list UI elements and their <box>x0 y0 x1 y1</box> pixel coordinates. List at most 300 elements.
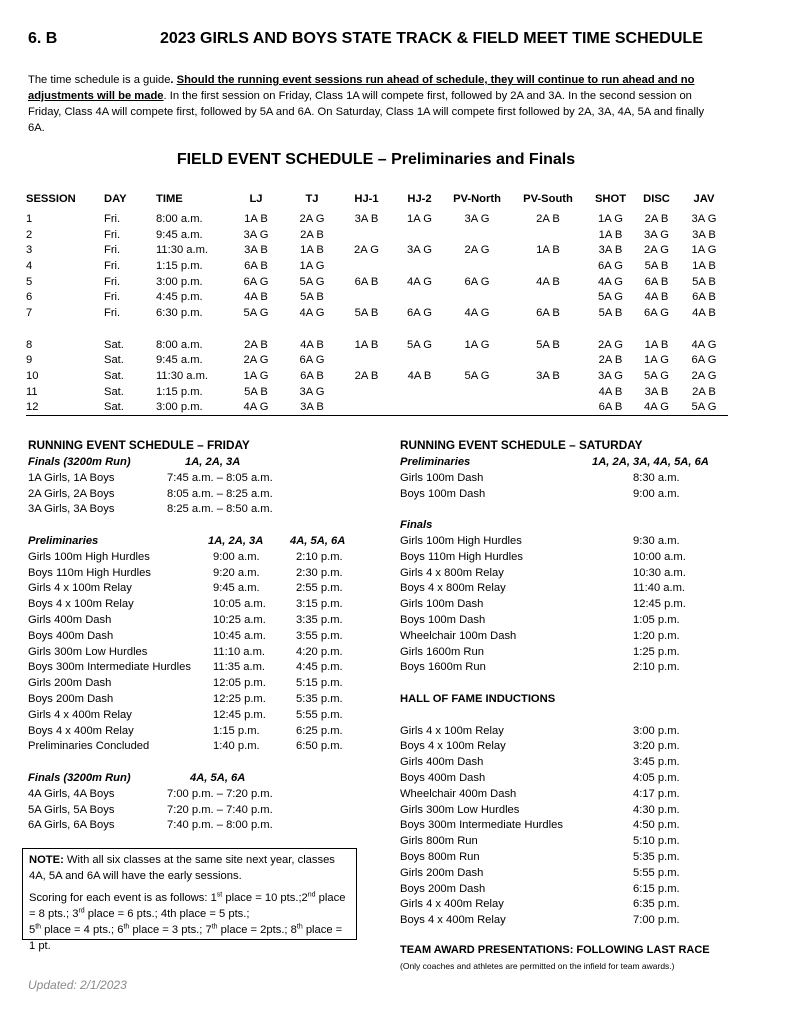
place-points: place = 6 pts.; 4th place = 5 pts.; <box>84 908 250 920</box>
friday-finals1-header <box>28 456 378 472</box>
event-time: 1:25 p.m. <box>633 645 680 658</box>
table-cell: 5A G <box>243 306 269 319</box>
event-name: 4A Girls, 4A Boys <box>28 787 115 800</box>
table-cell: 3A G <box>407 244 432 257</box>
event-name: Boys 800m Run <box>400 850 480 863</box>
list-item <box>400 725 760 741</box>
list-item <box>28 503 378 519</box>
table-cell: 6A G <box>299 354 325 367</box>
table-cell: 3A B <box>244 244 268 257</box>
table-cell: 4A G <box>633 400 680 416</box>
list-item <box>400 914 760 930</box>
table-cell: 4A G <box>228 400 284 416</box>
event-time: 7:00 p.m. – 7:20 p.m. <box>167 787 273 800</box>
event-name: Girls 4 x 800m Relay <box>400 566 504 579</box>
table-cell: 3 <box>26 244 33 257</box>
event-time: 7:20 p.m. – 7:40 p.m. <box>167 803 273 816</box>
table-cell: 6A B <box>536 306 560 319</box>
table-cell <box>340 353 393 369</box>
table-cell <box>340 384 393 400</box>
event-time: 7:40 p.m. – 8:00 p.m. <box>167 819 273 832</box>
table-cell <box>446 353 508 369</box>
table-cell: 6A B <box>692 291 716 304</box>
table-cell: 1A G <box>691 244 717 257</box>
column-header: JAV <box>693 193 715 205</box>
list-item <box>400 598 760 614</box>
place-points: place = 3 pts.; 7 <box>129 924 212 936</box>
field-event-title: FIELD EVENT SCHEDULE – Preliminaries and Finals <box>176 151 576 168</box>
event-time: 3:35 p.m. <box>296 613 343 626</box>
table-row <box>26 227 728 243</box>
event-time: 1:15 p.m. <box>213 724 260 737</box>
table-cell: 4A G <box>464 306 490 319</box>
event-time: 4:30 p.m. <box>633 803 680 816</box>
intro-emphasis: Should the running event sessions run ahead of schedule, they will continue to run ahead and no adjustments will be made <box>28 74 695 102</box>
table-cell: 3A G <box>464 212 490 225</box>
prelims-col1: 1A, 2A, 3A <box>208 534 264 547</box>
list-item <box>400 867 760 883</box>
table-cell: 3A B <box>284 400 340 416</box>
table-cell: 3A G <box>243 228 269 241</box>
event-time: 10:30 a.m. <box>633 566 686 579</box>
ordinal-suffix: rd <box>78 907 85 915</box>
table-cell: 6A B <box>644 275 669 288</box>
event-name: Boys 300m Intermediate Hurdles <box>28 661 191 674</box>
table-cell: 11:30 a.m. <box>156 244 209 257</box>
list-item <box>400 851 760 867</box>
event-time: 2:10 p.m. <box>296 550 343 563</box>
table-row <box>26 337 728 353</box>
list-item <box>28 598 378 614</box>
event-name: Girls 400m Dash <box>28 613 112 626</box>
event-time: 5:35 p.m. <box>296 692 343 705</box>
table-cell: 2A B <box>244 338 268 351</box>
table-cell <box>508 384 588 400</box>
table-cell <box>446 227 508 243</box>
list-item <box>400 488 760 504</box>
event-name: Girls 1600m Run <box>400 645 484 658</box>
table-cell: 1:15 p.m. <box>156 385 203 398</box>
list-item <box>400 898 760 914</box>
table-cell <box>508 353 588 369</box>
event-time: 11:40 a.m. <box>633 582 686 595</box>
intro-text-4: . In the first session on Friday, Class 1A will compete first, followed by 2A and 3A. In the second session on Friday, Class 4A will compete first, followed by 5A and 6A. On Saturday, Class 1A will compete first followed by 2A, 3A, 4A, 5A and finally 6A. <box>28 90 705 134</box>
table-cell: 4A B <box>598 385 623 398</box>
column-header: SHOT <box>594 193 627 205</box>
list-item <box>28 488 378 504</box>
event-name: Boys 200m Dash <box>400 882 486 895</box>
table-cell: 5A G <box>299 275 325 288</box>
column-header: PV-South <box>523 193 573 205</box>
list-item <box>28 804 378 820</box>
table-cell: 6A G <box>464 275 490 288</box>
event-name: Girls 100m Dash <box>400 471 484 484</box>
event-name: Girls 400m Dash <box>400 756 484 769</box>
event-name: Girls 4 x 100m Relay <box>400 724 504 737</box>
table-cell: 4A B <box>644 291 669 304</box>
table-cell <box>508 227 588 243</box>
table-row <box>26 258 728 274</box>
list-item <box>28 614 378 630</box>
column-header: DISC <box>643 193 670 205</box>
table-cell: 2A G <box>354 244 379 257</box>
table-cell <box>340 258 393 274</box>
place-points: place = 10 pts.; <box>222 892 302 904</box>
event-time: 11:10 a.m. <box>213 645 266 658</box>
table-cell: 1A G <box>598 212 623 225</box>
table-cell: 5A G <box>464 370 490 383</box>
table-cell: Fri. <box>104 291 121 304</box>
table-cell: 4:45 p.m. <box>156 291 203 304</box>
table-cell: 1A B <box>644 338 669 351</box>
event-name: Girls 300m Low Hurdles <box>28 645 148 658</box>
table-cell <box>393 258 446 274</box>
table-cell: 5A B <box>692 275 716 288</box>
table-cell: Fri. <box>104 244 121 257</box>
table-cell: 5A G <box>598 291 623 304</box>
table-cell: 6A B <box>588 400 633 416</box>
finals-classes: 4A, 5A, 6A <box>190 771 246 784</box>
table-cell: 1A G <box>299 259 325 272</box>
scoring-text <box>29 890 350 954</box>
table-cell <box>446 258 508 274</box>
place-number: 5 <box>29 924 36 936</box>
table-cell: Fri. <box>104 306 121 319</box>
saturday-schedule <box>400 438 760 930</box>
team-award-note: (Only coaches and athletes are permitted on the infield for team awards.) <box>400 961 675 971</box>
list-item <box>400 582 760 598</box>
list-item <box>400 835 760 851</box>
event-name: Girls 200m Dash <box>400 866 484 879</box>
table-row <box>26 384 728 400</box>
event-time: 5:55 p.m. <box>633 866 680 879</box>
table-row <box>26 242 728 258</box>
event-time: 6:25 p.m. <box>296 724 343 737</box>
event-name: Girls 4 x 400m Relay <box>28 708 132 721</box>
note-text <box>29 852 350 884</box>
field-event-table <box>26 193 728 416</box>
note-box <box>22 848 357 952</box>
event-name: Girls 100m Dash <box>400 598 484 611</box>
event-time: 5:15 p.m. <box>296 677 343 690</box>
event-time: 9:20 a.m. <box>213 566 260 579</box>
table-cell: 4A B <box>692 306 716 319</box>
table-cell: 4A B <box>407 370 432 383</box>
prelims-label: Preliminaries <box>400 456 471 468</box>
table-cell <box>393 353 446 369</box>
saturday-finals-header <box>400 519 760 535</box>
table-cell: 6A G <box>644 306 669 319</box>
table-cell <box>393 227 446 243</box>
table-cell: 1:15 p.m. <box>156 259 203 272</box>
event-time: 5:10 p.m. <box>633 835 680 848</box>
table-cell: Fri. <box>104 259 121 272</box>
table-cell: 2A G <box>464 244 490 257</box>
event-time: 8:05 a.m. – 8:25 a.m. <box>167 487 273 500</box>
table-cell: Sat. <box>104 370 124 383</box>
event-name: Preliminaries Concluded <box>28 740 150 753</box>
table-cell: 5A G <box>407 338 432 351</box>
table-cell: 4A G <box>598 275 623 288</box>
table-cell: 3A G <box>644 228 669 241</box>
friday-title: RUNNING EVENT SCHEDULE – FRIDAY <box>28 438 250 452</box>
table-cell: 3A B <box>692 228 716 241</box>
table-cell <box>446 289 508 305</box>
table-cell: 8 <box>26 338 33 351</box>
note-label: NOTE: <box>29 854 64 866</box>
table-cell: 1A B <box>300 244 324 257</box>
list-item <box>28 677 378 693</box>
event-name: Boys 4 x 400m Relay <box>28 724 134 737</box>
event-name: 6A Girls, 6A Boys <box>28 819 115 832</box>
list-item <box>400 788 760 804</box>
list-item <box>28 551 378 567</box>
table-cell <box>340 289 393 305</box>
table-cell: 2A B <box>536 212 560 225</box>
event-time: 10:45 a.m. <box>213 629 266 642</box>
table-cell: Sat. <box>104 338 124 351</box>
event-time: 2:10 p.m. <box>633 661 680 674</box>
table-cell: 5A G <box>644 370 669 383</box>
list-item <box>400 535 760 551</box>
finals-label: Finals (3200m Run) <box>28 456 131 468</box>
list-item <box>400 567 760 583</box>
table-cell <box>508 289 588 305</box>
table-cell <box>446 384 508 400</box>
list-item <box>28 725 378 741</box>
table-cell: 2 <box>26 228 33 241</box>
scoring-intro: Scoring for each event is as follows: 1 <box>29 892 217 904</box>
event-time: 4:05 p.m. <box>633 771 680 784</box>
event-name: Boys 400m Dash <box>400 771 486 784</box>
event-name: Girls 4 x 100m Relay <box>28 582 132 595</box>
table-cell <box>508 400 588 416</box>
table-cell: 1A G <box>644 354 669 367</box>
table-cell: 6A G <box>691 354 717 367</box>
page-header <box>28 30 768 52</box>
table-cell: 1A B <box>354 338 379 351</box>
table-cell: 2A G <box>644 244 669 257</box>
intro-paragraph <box>28 72 718 136</box>
list-item <box>28 740 378 756</box>
table-cell: 3A B <box>598 244 623 257</box>
event-time: 2:55 p.m. <box>296 582 343 595</box>
table-row <box>26 289 728 305</box>
table-cell: 7 <box>26 306 33 319</box>
table-cell: 5A B <box>244 385 268 398</box>
intro-text-2: . <box>170 74 177 86</box>
event-name: Boys 400m Dash <box>28 629 114 642</box>
event-name: Girls 300m Low Hurdles <box>400 803 520 816</box>
team-award-heading: TEAM AWARD PRESENTATIONS: FOLLOWING LAST RACE <box>400 944 710 956</box>
prelims-col2: 4A, 5A, 6A <box>290 534 346 547</box>
table-cell: 4A G <box>691 338 717 351</box>
event-name: Boys 4 x 800m Relay <box>400 582 506 595</box>
event-time: 1:20 p.m. <box>633 629 680 642</box>
table-cell: 5A B <box>644 259 669 272</box>
table-cell: 2A G <box>299 212 325 225</box>
list-item <box>400 740 760 756</box>
list-item <box>400 551 760 567</box>
event-time: 12:45 p.m. <box>633 598 686 611</box>
list-item <box>400 804 760 820</box>
list-item <box>400 472 760 488</box>
place-points: place = 8 pts.; 3 <box>29 892 346 920</box>
table-cell: 9:45 a.m. <box>156 228 203 241</box>
note-body: With all six classes at the same site next year, classes 4A, 5A and 6A will have the early sessions. <box>29 854 335 882</box>
table-cell: 5A B <box>598 306 623 319</box>
table-cell: 6A B <box>354 275 379 288</box>
list-item <box>28 661 378 677</box>
table-cell <box>446 400 508 416</box>
table-cell: 8:00 a.m. <box>156 212 203 225</box>
event-time: 12:45 p.m. <box>213 708 266 721</box>
event-time: 2:30 p.m. <box>296 566 343 579</box>
table-cell: 9 <box>26 354 33 367</box>
table-cell: 11 <box>26 385 38 398</box>
list-item <box>28 472 378 488</box>
place-points: place = 2pts.; 8 <box>217 924 297 936</box>
table-cell: 2A B <box>644 212 669 225</box>
event-name: Girls 100m High Hurdles <box>400 534 522 547</box>
event-time: 4:50 p.m. <box>633 819 680 832</box>
event-name: Girls 4 x 400m Relay <box>400 898 504 911</box>
list-item <box>28 630 378 646</box>
event-time: 1:05 p.m. <box>633 613 680 626</box>
table-cell: 4A G <box>299 306 325 319</box>
table-cell <box>393 384 446 400</box>
table-cell: 2A B <box>598 354 623 367</box>
table-cell: 1A B <box>692 259 716 272</box>
event-name: Girls 800m Run <box>400 835 478 848</box>
event-time: 8:30 a.m. <box>633 471 680 484</box>
finals-label: Finals (3200m Run) <box>28 771 131 784</box>
table-cell: 1A G <box>243 370 269 383</box>
finals-classes: 1A, 2A, 3A <box>185 456 241 468</box>
table-cell: 10 <box>26 370 39 383</box>
table-cell: Sat. <box>104 385 124 398</box>
table-cell: 1A B <box>598 228 623 241</box>
table-cell: 11:30 a.m. <box>156 370 209 383</box>
table-cell: 3A B <box>644 385 669 398</box>
saturday-title: RUNNING EVENT SCHEDULE – SATURDAY <box>400 438 643 452</box>
table-cell: 6A G <box>598 259 623 272</box>
hof-label: HALL OF FAME INDUCTIONS <box>400 692 556 705</box>
table-row <box>26 274 728 290</box>
table-cell: 3A G <box>691 212 717 225</box>
list-item <box>28 567 378 583</box>
event-time: 4:17 p.m. <box>633 787 680 800</box>
event-time: 9:00 a.m. <box>213 550 260 563</box>
table-cell: 1A B <box>536 244 560 257</box>
prelims-label: Preliminaries <box>28 534 99 547</box>
event-time: 4:45 p.m. <box>296 661 343 674</box>
table-cell: 3A G <box>598 370 623 383</box>
place-points: place = 1 pt. <box>29 924 343 952</box>
column-header: TIME <box>156 193 183 205</box>
column-header: TJ <box>305 193 319 205</box>
ordinal-suffix: th <box>35 923 42 931</box>
event-time: 4:20 p.m. <box>296 645 343 658</box>
table-cell <box>340 400 393 416</box>
table-cell: 4A B <box>536 275 560 288</box>
event-name: 2A Girls, 2A Boys <box>28 487 115 500</box>
table-cell: 6A B <box>300 370 324 383</box>
list-item <box>28 819 378 835</box>
table-cell: 4 <box>26 259 33 272</box>
event-time: 5:35 p.m. <box>633 850 680 863</box>
table-cell: 4A B <box>244 291 268 304</box>
table-cell: 2A B <box>354 370 379 383</box>
event-time: 6:50 p.m. <box>296 740 343 753</box>
list-item <box>28 582 378 598</box>
column-header: DAY <box>104 193 127 205</box>
table-cell: 6A B <box>244 259 268 272</box>
list-item <box>400 646 760 662</box>
event-name: Girls 100m High Hurdles <box>28 550 150 563</box>
event-time: 8:25 a.m. – 8:50 a.m. <box>167 503 273 516</box>
event-time: 1:40 p.m. <box>213 740 260 753</box>
column-header: HJ-1 <box>354 193 379 205</box>
table-cell: 1 <box>26 212 33 225</box>
event-time: 9:00 a.m. <box>633 487 680 500</box>
column-header: LJ <box>249 193 263 205</box>
table-cell: Fri. <box>104 212 121 225</box>
ordinal-suffix: nd <box>307 891 316 899</box>
event-name: Boys 300m Intermediate Hurdles <box>400 819 563 832</box>
event-name: Wheelchair 400m Dash <box>400 787 517 800</box>
event-name: 5A Girls, 5A Boys <box>28 803 115 816</box>
friday-finals2-header <box>28 772 378 788</box>
table-row <box>26 368 728 384</box>
intro-text-1: The time schedule is a guide <box>28 74 171 86</box>
table-row <box>26 353 728 369</box>
table-cell: 2A G <box>598 338 623 351</box>
list-item <box>400 661 760 677</box>
table-cell: Fri. <box>104 275 121 288</box>
table-cell: 2A B <box>692 385 716 398</box>
table-row <box>26 211 728 227</box>
table-cell: 6A G <box>243 275 269 288</box>
event-time: 9:45 a.m. <box>213 582 260 595</box>
table-cell: 6A G <box>407 306 432 319</box>
table-cell: 12 <box>26 400 104 416</box>
event-time: 3:55 p.m. <box>296 629 343 642</box>
event-time: 3:15 p.m. <box>296 598 343 611</box>
list-item <box>400 756 760 772</box>
list-item <box>400 630 760 646</box>
event-name: Boys 1600m Run <box>400 661 486 674</box>
event-time: 6:35 p.m. <box>633 898 680 911</box>
table-cell: 3A B <box>536 370 560 383</box>
table-cell: 3A G <box>299 385 325 398</box>
friday-schedule <box>28 438 378 835</box>
event-name: Wheelchair 100m Dash <box>400 629 517 642</box>
table-cell: 3:00 p.m. <box>156 400 228 416</box>
event-time: 11:35 a.m. <box>213 661 266 674</box>
event-name: Boys 110m High Hurdles <box>400 550 523 563</box>
table-cell: 1A G <box>407 212 432 225</box>
event-time: 3:20 p.m. <box>633 740 680 753</box>
event-name: Boys 200m Dash <box>28 692 114 705</box>
list-item <box>28 709 378 725</box>
event-name: Boys 4 x 100m Relay <box>28 598 134 611</box>
table-row <box>26 400 728 416</box>
event-name: Girls 200m Dash <box>28 677 112 690</box>
event-time: 7:45 a.m. – 8:05 a.m. <box>167 471 273 484</box>
place-number: 2 <box>301 892 308 904</box>
table-cell: Sat. <box>104 354 124 367</box>
